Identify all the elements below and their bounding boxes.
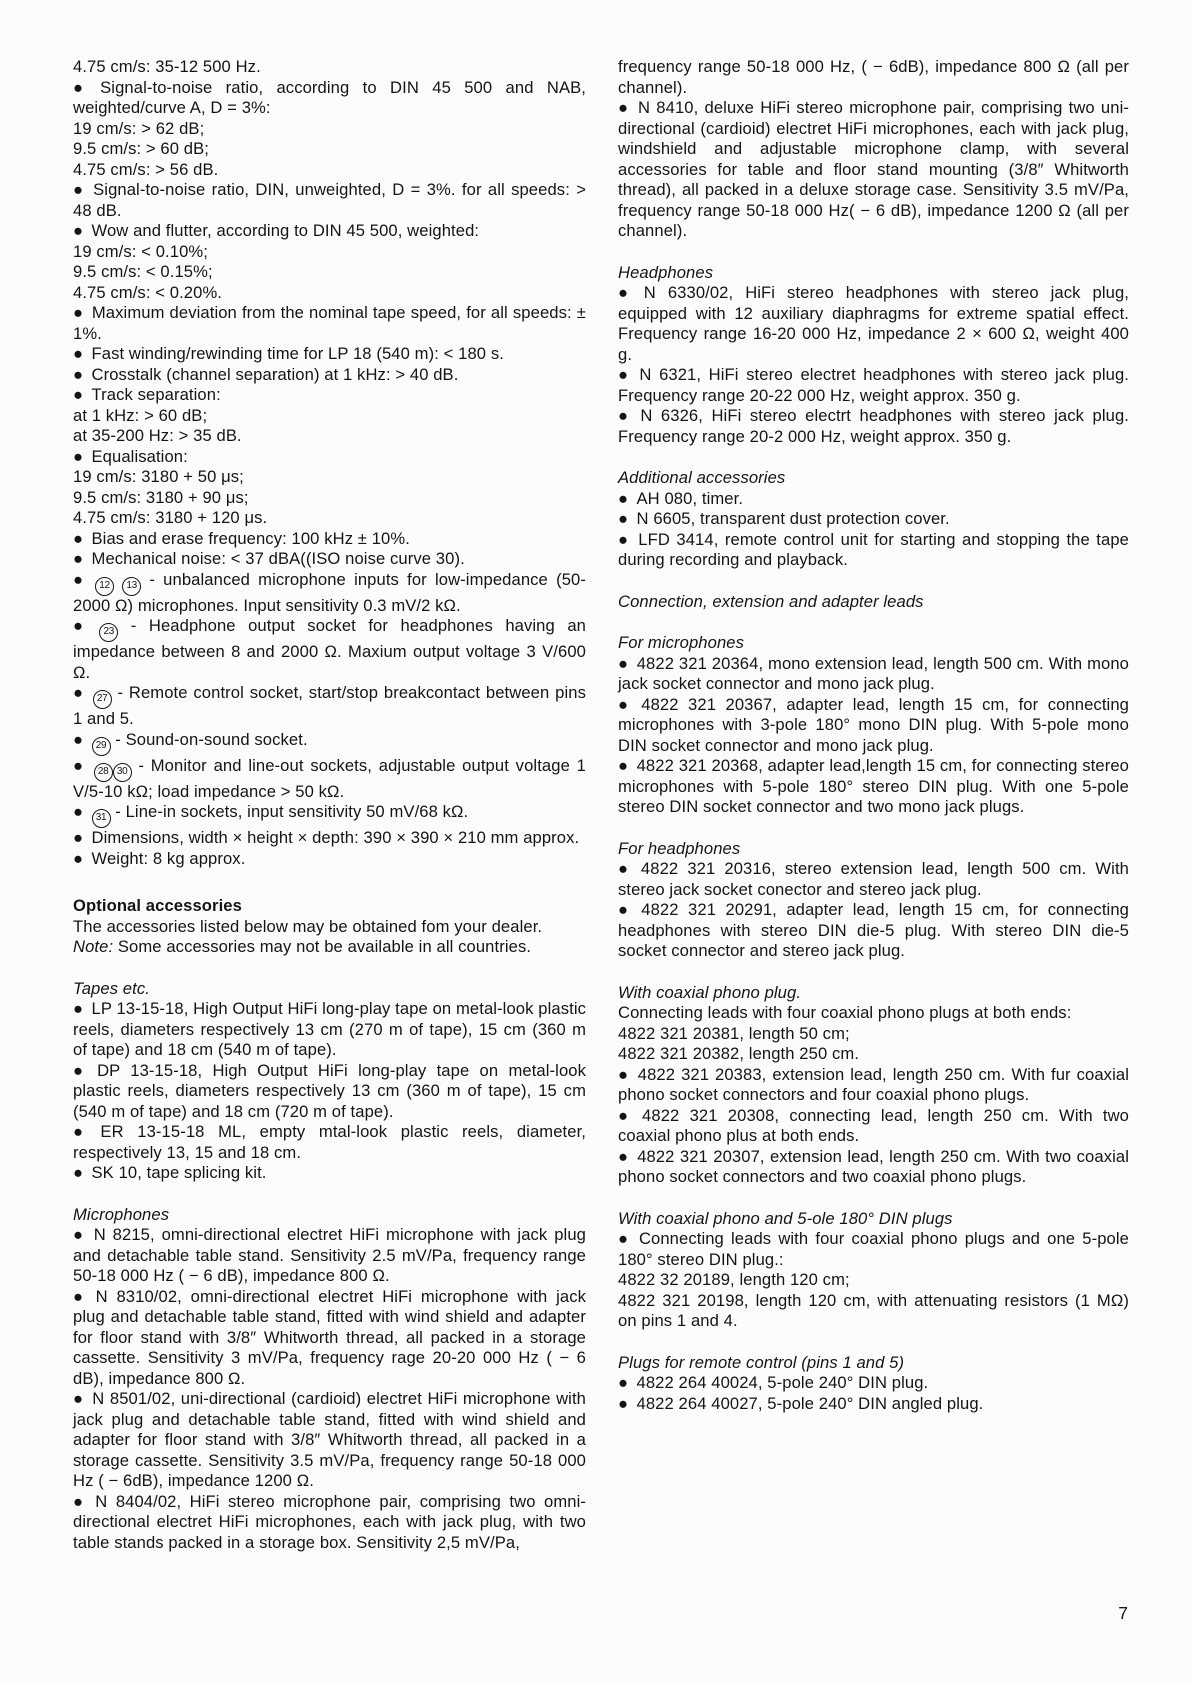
paragraph: ● Weight: 8 kg approx.	[73, 848, 246, 868]
paragraph: 4.75 cm/s: > 56 dB.	[73, 159, 219, 179]
paragraph: at 1 kHz: > 60 dB;	[73, 405, 208, 425]
paragraph: at 35-200 Hz: > 35 dB.	[73, 426, 242, 445]
subsection-heading: With coaxial phono plug.	[618, 982, 802, 1002]
paragraph: Note: Some accessories may not be available in all countries.	[73, 937, 532, 956]
left-column	[73, 57, 586, 1553]
paragraph: ● Track separation:	[73, 385, 221, 404]
paragraph: ● 12 13 - unbalanced microphone inputs for low-impedance (50-2000 Ω) microphones. Input sensitivity 0.3 mV/2 kΩ.	[73, 569, 586, 615]
subsection-heading: For headphones	[618, 838, 741, 858]
paragraph: ● 4822 321 20307, extension lead, length 250 cm. With two coaxial phono socket connectors and two coaxial phono plugs.	[618, 1146, 1129, 1186]
paragraph: frequency range 50-18 000 Hz, ( − 6dB), impedance 800 Ω (all per channel).	[618, 57, 1129, 97]
circled-number: 30	[113, 763, 132, 782]
paragraph: ● Bias and erase frequency: 100 kHz ± 10%.	[73, 528, 410, 548]
paragraph: ● SK 10, tape splicing kit.	[73, 1163, 267, 1182]
paragraph: ● Signal-to-noise ratio, according to DIN 45 500 and NAB, weighted/curve A, D = 3%:	[73, 77, 586, 117]
page-number: 7	[1118, 1603, 1128, 1623]
paragraph: ● 4822 321 20316, stereo extension lead, length 500 cm. With stereo jack socket conector and stereo jack plug.	[618, 859, 1129, 899]
paragraph: 4.75 cm/s: < 0.20%.	[73, 282, 223, 302]
circled-number: 31	[92, 809, 111, 828]
circled-number: 27	[93, 690, 112, 709]
paragraph: ● N 8410, deluxe HiFi stereo microphone pair, comprising two uni-directional (cardioid) electret HiFi microphones, each with jack plug, windshield and adjustable microphone clamp, with several accessories for table and floor stand mounting (3/8″ Whitworth thread), all packed in a deluxe storage case. Sensitivity 3.5 mV/Pa, frequency range 50-18 000 Hz( − 6 dB), impedance 1200 Ω (all per channel).	[618, 98, 1129, 240]
paragraph: ● 31 - Line-in sockets, input sensitivity 50 mV/68 kΩ.	[73, 802, 586, 828]
paragraph: ● LFD 3414, remote control unit for starting and stopping the tape during recording and playback.	[618, 529, 1129, 569]
paragraph: ● N 6605, transparent dust protection cover.	[618, 509, 950, 528]
paragraph: ● N 6330/02, HiFi stereo headphones with stereo jack plug, equipped with 12 auxiliary diaphragms for extreme spatial effect. Frequency range 16-20 000 Hz, impedance 2 × 600 Ω, weight 400 g.	[618, 283, 1129, 364]
paragraph: ● N 6326, HiFi stereo electrt headphones with stereo jack plug. Frequency range 20-2 000 Hz, weight approx. 350 g.	[618, 406, 1129, 446]
paragraph: ● N 8215, omni-directional electret HiFi microphone with jack plug and detachable table stand. Sensitivity 2.5 mV/Pa, frequency range 50-18 000 Hz ( − 6 dB), impedance 800 Ω.	[73, 1225, 586, 1285]
subsection-heading: Headphones	[618, 262, 714, 282]
paragraph: ● Equalisation:	[73, 446, 188, 466]
paragraph: ● Crosstalk (channel separation) at 1 kHz: > 40 dB.	[73, 364, 459, 384]
paragraph: ● 28 30 - Monitor and line-out sockets, adjustable output voltage 1 V/5-10 kΩ; load impedance > 50 kΩ.	[73, 755, 586, 801]
paragraph: 4822 321 20198, length 120 cm, with attenuating resistors (1 MΩ) on pins 1 and 4.	[618, 1290, 1129, 1330]
paragraph: 19 cm/s: < 0.10%;	[73, 241, 208, 261]
paragraph: ● Wow and flutter, according to DIN 45 500, weighted:	[73, 221, 480, 240]
subsection-heading: Plugs for remote control (pins 1 and 5)	[618, 1352, 905, 1372]
paragraph: 19 cm/s: > 62 dB;	[73, 118, 205, 138]
paragraph: ● DP 13-15-18, High Output HiFi long-play tape on metal-look plastic reels, diameters respectively 13 cm (360 m of tape), 15 cm (540 m of tape) and 18 cm (720 m of tape).	[73, 1060, 586, 1121]
paragraph: ● Fast winding/rewinding time for LP 18 (540 m): < 180 s.	[73, 344, 504, 363]
paragraph: 4822 32 20189, length 120 cm;	[618, 1270, 850, 1289]
circled-number: 29	[92, 737, 111, 756]
paragraph: ● 4822 321 20364, mono extension lead, length 500 cm. With mono jack socket connector and mono jack plug.	[618, 653, 1129, 693]
subsection-heading: Connection, extension and adapter leads	[618, 591, 924, 611]
paragraph: ● N 8310/02, omni-directional electret HiFi microphone with jack plug and detachable table stand, fitted with wind shield and adapter for floor stand with 3/8″ Whitworth thread, all packed in a storage cassette. Sensitivity 3 mV/Pa, frequency rage 20-20 000 Hz ( − 6 dB), impedance 800 Ω.	[73, 1286, 586, 1388]
right-column	[618, 57, 1129, 1414]
paragraph: ● Maximum deviation from the nominal tape speed, for all speeds: ± 1%.	[73, 303, 586, 343]
paragraph: ● N 6321, HiFi stereo electret headphones with stereo jack plug. Frequency range 20-22 000 Hz, weight approx. 350 g.	[618, 365, 1129, 405]
paragraph: ● 4822 264 40024, 5-pole 240° DIN plug.	[618, 1373, 929, 1392]
subsection-heading: Microphones	[73, 1204, 170, 1224]
paragraph: 4.75 cm/s: 3180 + 120 μs.	[73, 508, 268, 527]
circled-number: 13	[122, 577, 141, 596]
paragraph: 4822 321 20381, length 50 cm;	[618, 1023, 850, 1043]
paragraph: ● 4822 321 20367, adapter lead, length 15 cm, for connecting microphones with 3-pole 180° mono DIN plug. With 5-pole mono DIN socket connector and mono jack plug.	[618, 694, 1129, 755]
paragraph: ● Mechanical noise: < 37 dBA((ISO noise curve 30).	[73, 549, 465, 568]
paragraph: ● Connecting leads with four coaxial phono plugs and one 5-pole 180° stereo DIN plug.:	[618, 1229, 1129, 1269]
section-heading: Optional accessories	[73, 896, 242, 915]
paragraph: ● 29 - Sound-on-sound socket.	[73, 730, 586, 756]
paragraph: ● 4822 321 20291, adapter lead, length 15 cm, for connecting headphones with stereo DIN die-5 plug. With stereo DIN die-5 socket connector and stereo jack plug.	[618, 900, 1129, 960]
circled-number: 12	[95, 577, 114, 596]
paragraph: ● 4822 321 20368, adapter lead,length 15 cm, for connecting stereo microphones with 5-pole 180° stereo DIN plug. With one 5-pole stereo DIN socket connector and two mono jack plugs.	[618, 756, 1129, 816]
paragraph: ● LP 13-15-18, High Output HiFi long-play tape on metal-look plastic reels, diameters respectively 13 cm (270 m of tape), 15 cm (360 m of tape) and 18 cm (540 m of tape).	[73, 999, 586, 1059]
paragraph: 19 cm/s: 3180 + 50 μs;	[73, 467, 244, 486]
circled-number: 23	[99, 623, 118, 642]
paragraph: ● 4822 321 20383, extension lead, length 250 cm. With fur coaxial phono socket connectors and four coaxial phono plugs.	[618, 1064, 1129, 1104]
paragraph: ● 27 - Remote control socket, start/stop breakcontact between pins 1 and 5.	[73, 683, 586, 728]
subsection-heading: For microphones	[618, 633, 745, 652]
paragraph: The accessories listed below may be obtained fom your dealer.	[73, 916, 543, 936]
paragraph: 4822 321 20382, length 250 cm.	[618, 1044, 860, 1063]
paragraph: 9.5 cm/s: < 0.15%;	[73, 262, 213, 281]
paragraph: Connecting leads with four coaxial phono plugs at both ends:	[618, 1003, 1072, 1022]
paragraph: ● Dimensions, width × height × depth: 390 × 390 × 210 mm approx.	[73, 828, 580, 847]
circled-number: 28	[94, 763, 113, 782]
subsection-heading: Additional accessories	[618, 468, 786, 487]
paragraph: ● N 8501/02, uni-directional (cardioid) electret HiFi microphone with jack plug and detachable table stand, fitted with wind shield and adapter for floor stand with 3/8″ Whitworth thread, all packed in a storage cassette. Sensitivity 3.5 mV/Pa, frequency range 50-18 000 Hz ( − 6dB), impedance 1200 Ω.	[73, 1389, 586, 1490]
note-label: Note:	[73, 937, 114, 956]
paragraph: ● 4822 264 40027, 5-pole 240° DIN angled plug.	[618, 1393, 984, 1413]
paragraph: 9.5 cm/s: > 60 dB;	[73, 139, 210, 158]
paragraph: ● ER 13-15-18 ML, empty mtal-look plastic reels, diameter, respectively 13, 15 and 18 cm.	[73, 1122, 586, 1162]
paragraph: 4.75 cm/s: 35-12 500 Hz.	[73, 57, 261, 76]
subsection-heading: Tapes etc.	[73, 978, 150, 998]
paragraph: ● 4822 321 20308, connecting lead, length 250 cm. With two coaxial phono plus at both ends.	[618, 1105, 1129, 1145]
paragraph: ● Signal-to-noise ratio, DIN, unweighted, D = 3%. for all speeds: > 48 dB.	[73, 180, 586, 220]
paragraph: 9.5 cm/s: 3180 + 90 μs;	[73, 487, 249, 507]
subsection-heading: With coaxial phono and 5-ole 180° DIN plugs	[618, 1208, 953, 1228]
paragraph: ● N 8404/02, HiFi stereo microphone pair, comprising two omni-directional electret HiFi microphones, each with jack plug, with two table stands packed in a storage box. Sensitivity 2,5 mV/Pa,	[73, 1491, 586, 1552]
paragraph: ● 23 - Headphone output socket for headphones having an impedance between 8 and 2000 Ω. Maxium output voltage 3 V/600 Ω.	[73, 616, 586, 682]
paragraph: ● AH 080, timer.	[618, 488, 744, 508]
